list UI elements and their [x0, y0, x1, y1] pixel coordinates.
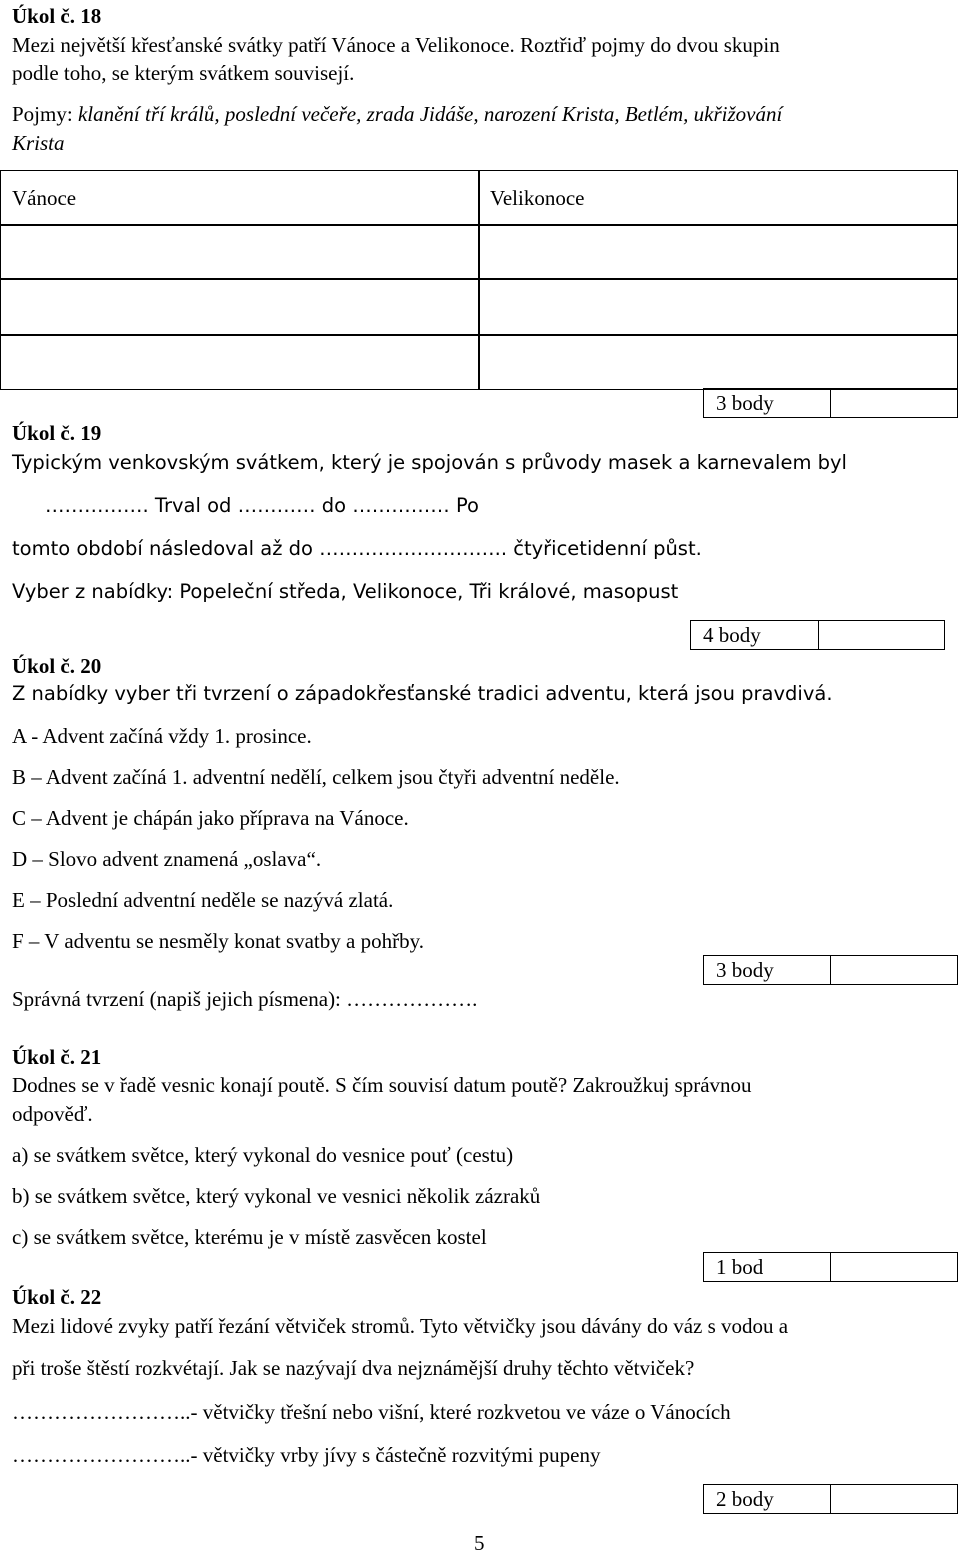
task21-line1: Dodnes se v řadě vesnic konají poutě. S čím souvisí datum poutě? Zakroužkuj správnou: [12, 1073, 752, 1097]
option-a: A - Advent začíná vždy 1. prosince.: [12, 724, 312, 748]
task21-line2: odpověď.: [12, 1102, 93, 1126]
task20-title: Úkol č. 20: [12, 654, 102, 678]
page-number: 5: [474, 1531, 485, 1555]
points-field[interactable]: [831, 389, 957, 417]
points-field[interactable]: [831, 1485, 957, 1513]
points-label: 1 bod: [704, 1253, 831, 1281]
points-label: 4 body: [691, 621, 819, 649]
score-box-task20: [703, 955, 958, 985]
score-box-task18: [703, 388, 958, 418]
answer-option-c[interactable]: c) se svátkem světce, kterému je v místě zasvěcen kostel: [12, 1225, 487, 1249]
points-field[interactable]: [831, 956, 957, 984]
answer-cell-velikonoce-3[interactable]: [480, 336, 956, 389]
column-header-vanoce: Vánoce: [12, 186, 77, 210]
task19-line2[interactable]: ……………. Trval od ………… do …………… Po: [45, 494, 479, 517]
task22-line1: Mezi lidové zvyky patří řezání větviček stromů. Tyto větvičky jsou dávány do váz s vodou a: [12, 1314, 789, 1338]
task19-title: Úkol č. 19: [12, 421, 102, 445]
column-header-velikonoce: Velikonoce: [490, 186, 585, 210]
task22-answer1[interactable]: ……………………..- větvičky třešní nebo višní, které rozkvetou ve váze o Vánocích: [12, 1400, 731, 1424]
task19-options: Vyber z nabídky: Popeleční středa, Velikonoce, Tři králové, masopust: [12, 580, 679, 603]
answer-cell-vanoce-3[interactable]: [1, 336, 477, 389]
task18-title: Úkol č. 18: [12, 4, 102, 28]
option-b: B – Advent začíná 1. adventní nedělí, celkem jsou čtyři adventní neděle.: [12, 765, 620, 789]
option-c: C – Advent je chápán jako příprava na Vánoce.: [12, 806, 409, 830]
score-box-task22: [703, 1484, 958, 1514]
task18-line2: podle toho, se kterým svátkem souvisejí.: [12, 61, 355, 85]
points-field[interactable]: [819, 621, 944, 649]
task22-answer2[interactable]: ……………………..- větvičky vrby jívy s částečně rozvitými pupeny: [12, 1443, 601, 1467]
task18-terms-cont: Krista: [12, 131, 65, 155]
task20-intro: Z nabídky vyber tři tvrzení o západokřesťanské tradici adventu, která jsou pravdivá.: [12, 682, 833, 705]
option-e: E – Poslední adventní neděle se nazývá zlatá.: [12, 888, 394, 912]
answer-option-a[interactable]: a) se svátkem světce, který vykonal do vesnice pouť (cestu): [12, 1143, 514, 1167]
answer-cell-velikonoce-2[interactable]: [480, 280, 956, 334]
task20-answer[interactable]: Správná tvrzení (napiš jejich písmena): ……………….: [12, 987, 478, 1011]
points-label: 3 body: [704, 389, 831, 417]
option-f: F – V adventu se nesměly konat svatby a pohřby.: [12, 929, 424, 953]
answer-cell-vanoce-1[interactable]: [1, 226, 477, 278]
option-d: D – Slovo advent znamená „oslava“.: [12, 847, 322, 871]
score-box-task19: [690, 620, 945, 650]
answer-cell-vanoce-2[interactable]: [1, 280, 477, 334]
task21-title: Úkol č. 21: [12, 1045, 102, 1069]
points-label: 3 body: [704, 956, 831, 984]
task22-title: Úkol č. 22: [12, 1285, 102, 1309]
points-field[interactable]: [831, 1253, 957, 1281]
score-box-task21: [703, 1252, 958, 1282]
task19-line1: Typickým venkovským svátkem, který je spojován s průvody masek a karnevalem byl: [12, 451, 847, 474]
task22-line2: při troše štěstí rozkvétají. Jak se nazývají dva nejznámější druhy těchto větviček?: [12, 1356, 695, 1380]
answer-cell-velikonoce-1[interactable]: [480, 226, 956, 278]
task18-terms: Pojmy: klanění tří králů, poslední večeře, zrada Jidáše, narození Krista, Betlém, ukřižování: [12, 102, 783, 126]
points-label: 2 body: [704, 1485, 831, 1513]
answer-option-b[interactable]: b) se svátkem světce, který vykonal ve vesnici několik zázraků: [12, 1184, 541, 1208]
task18-line1: Mezi největší křesťanské svátky patří Vánoce a Velikonoce. Roztřiď pojmy do dvou skupin: [12, 33, 780, 57]
task19-line3[interactable]: tomto období následoval až do ……………………….. čtyřicetidenní půst.: [12, 537, 702, 560]
